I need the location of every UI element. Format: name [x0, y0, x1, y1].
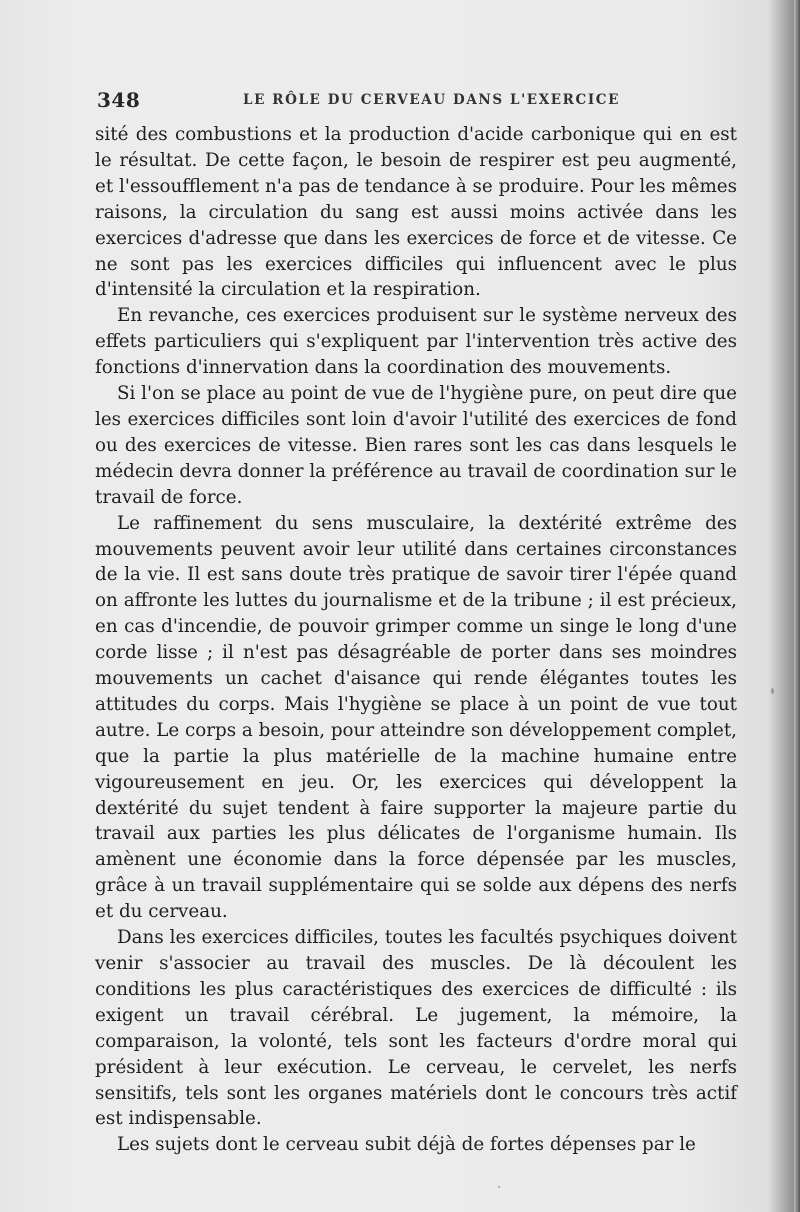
paragraph: Les sujets dont le cerveau subit déjà de fortes dépenses par le [117, 1134, 696, 1156]
paragraph: En revanche, ces exercices produisent sur le système nerveux des effets particuliers qui s'expliquent par l'intervention très active des fonctions d'innervation dans la coordination des mouvements. [95, 305, 737, 379]
body-text [95, 122, 737, 1158]
paper-speck [771, 688, 774, 694]
page-number: 348 [97, 88, 141, 112]
paragraph: Le raffinement du sens musculaire, la dextérité extrême des mouvements peuvent avoir leur utilité dans certaines circonstances de la vie. Il est sans doute très pratique de savoir tirer l'épée quand on affronte les luttes du journalisme et de la tribune ; il est précieux, en cas d'incendie, de pouvoir grimper comme un singe le long d'une corde lisse ; il n'est pas désagréable de porter dans ses moindres mouvements un cachet d'aisance qui rende élégantes toutes les attitudes du corps. Mais l'hygiène se place à un point de vue tout autre. Le corps a besoin, pour atteindre son développement complet, que la partie la plus matérielle de la machine humaine entre vigoureusement en jeu. Or, les exercices qui développent la dextérité du sujet tendent à faire supporter la majeure partie du travail aux parties les plus délicates de l'organisme humain. Ils amènent une économie dans la force dépensée par les muscles, grâce à un travail supplémentaire qui se solde aux dépens des nerfs et du cerveau. [95, 512, 737, 923]
paragraph: Dans les exercices difficiles, toutes les facultés psychiques doivent venir s'associer au travail des muscles. De là découlent les conditions les plus caractéristiques des exercices de difficulté : ils exigent un travail cérébral. Le jugement, la mémoire, la comparaison, la volonté, tels sont les facteurs d'ordre moral qui président à leur exécution. Le cerveau, le cervelet, les nerfs sensitifs, tels sont les organes matériels dont le concours très actif est indispensable. [95, 927, 737, 1130]
page-header [97, 88, 737, 112]
paper-speck [498, 1186, 500, 1188]
running-title: LE RÔLE DU CERVEAU DANS L'EXERCICE [243, 92, 620, 108]
paragraph: sité des combustions et la production d'acide carbonique qui en est le résultat. De cette façon, le besoin de respirer est peu augmenté, et l'essoufflement n'a pas de tendance à se produire. Pour les mêmes raisons, la circulation du sang est aussi moins activée dans les exercices d'adresse que dans les exercices de force et de vitesse. Ce ne sont pas les exercices difficiles qui influencent avec le plus d'intensité la circulation et la respiration. [95, 124, 737, 301]
paragraph: Si l'on se place au point de vue de l'hygiène pure, on peut dire que les exercices difficiles sont loin d'avoir l'utilité des exercices de fond ou des exercices de vitesse. Bien rares sont les cas dans lesquels le médecin devra donner la préférence au travail de coordination sur le travail de force. [95, 383, 738, 508]
book-spine-edge [794, 0, 800, 1212]
